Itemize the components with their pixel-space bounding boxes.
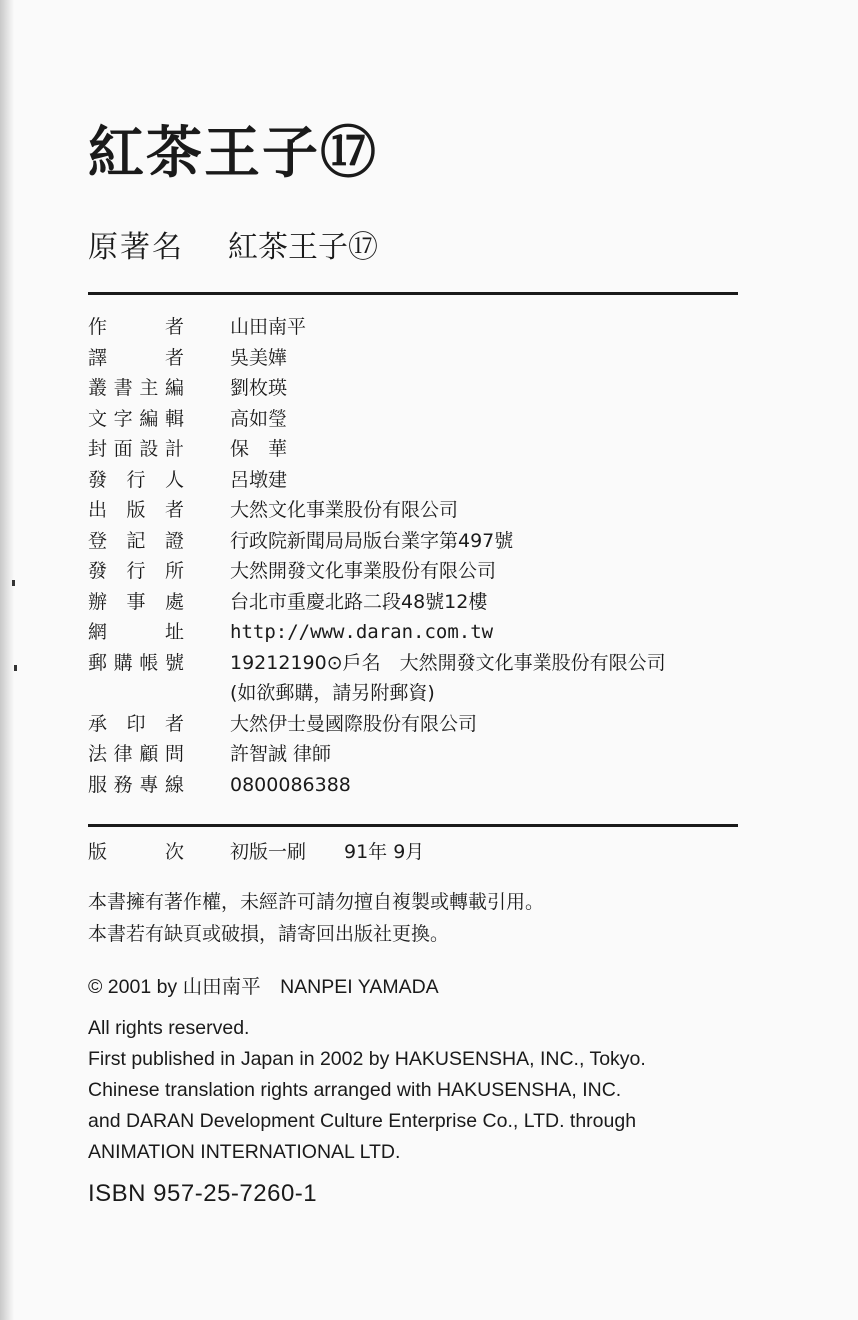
credit-label: 叢 書 主 編 xyxy=(88,377,184,399)
credit-value: 0800086388 xyxy=(230,773,351,796)
credit-label: 服 務 專 線 xyxy=(88,773,184,796)
original-title-value: 紅茶王子⑰ xyxy=(228,230,378,265)
english-line: First published in Japan in 2002 by HAKUSENSHA, INC., Tokyo. xyxy=(88,1048,646,1070)
credit-row xyxy=(88,587,758,618)
credit-label: 文 字 編 輯 xyxy=(88,407,184,430)
credit-value: 大然開發文化事業股份有限公司 xyxy=(230,560,497,582)
english-line: Chinese translation rights arranged with HAKUSENSHA, INC. xyxy=(88,1079,622,1101)
page-edge-shadow xyxy=(0,0,14,1320)
credit-row xyxy=(88,495,758,526)
credit-value: http://www.daran.com.tw xyxy=(230,621,494,643)
credit-row xyxy=(88,770,758,801)
scan-speck xyxy=(14,665,17,671)
credit-value: 大然文化事業股份有限公司 xyxy=(230,499,459,521)
credit-label: 出 版 者 xyxy=(88,499,184,521)
credits-list xyxy=(88,312,758,800)
credit-value: (如欲郵購，請另附郵資) xyxy=(230,682,435,704)
credit-row xyxy=(88,343,758,374)
credit-value: 吳美嬅 xyxy=(230,346,288,369)
credit-label: 網 址 xyxy=(88,621,184,643)
credit-label: 法 律 顧 問 xyxy=(88,743,184,765)
credit-value: 大然伊士曼國際股份有限公司 xyxy=(230,712,478,735)
credit-value: 19212190⊙戶名 大然開發文化事業股份有限公司 xyxy=(230,651,666,674)
scan-speck xyxy=(12,580,15,586)
credit-row xyxy=(88,709,758,740)
credit-label: 譯 者 xyxy=(88,346,184,369)
credit-label: 登 記 證 xyxy=(88,529,184,552)
credit-value: 許智誠 律師 xyxy=(230,743,332,765)
credit-value: 呂墩建 xyxy=(230,468,288,491)
credit-row xyxy=(88,465,758,496)
credit-label: 郵 購 帳 號 xyxy=(88,651,184,674)
credit-label: 發 行 所 xyxy=(88,560,184,582)
credit-label: 封 面 設 計 xyxy=(88,438,184,460)
english-line: ANIMATION INTERNATIONAL LTD. xyxy=(88,1141,401,1163)
credit-label: 承 印 者 xyxy=(88,712,184,735)
copyright-line: © 2001 by 山田南平 NANPEI YAMADA xyxy=(88,976,439,998)
middle-divider xyxy=(88,824,738,827)
top-divider xyxy=(88,292,738,295)
book-title: 紅茶王子⑰ xyxy=(88,121,378,186)
credit-value: 高如瑩 xyxy=(230,407,288,430)
credit-row xyxy=(88,739,758,770)
credit-row xyxy=(88,678,758,709)
credit-label: 作 者 xyxy=(88,316,184,338)
credit-label: 辦 事 處 xyxy=(88,590,184,613)
isbn: ISBN 957-25-7260-1 xyxy=(88,1180,318,1207)
credit-value: 行政院新聞局局版台業字第497號 xyxy=(230,529,514,552)
rights-notices xyxy=(88,886,544,950)
english-line: and DARAN Development Culture Enterprise Co., LTD. through xyxy=(88,1110,637,1132)
credit-value: 保 華 xyxy=(230,438,288,460)
credit-row xyxy=(88,556,758,587)
credit-row xyxy=(88,526,758,557)
credit-value: 山田南平 xyxy=(230,316,307,338)
edition-label: 版 次 xyxy=(88,841,184,863)
credit-row xyxy=(88,312,758,343)
credit-label: 發 行 人 xyxy=(88,468,184,491)
notice-line: 本書若有缺頁或破損，請寄回出版社更換。 xyxy=(88,923,450,945)
credit-row xyxy=(88,434,758,465)
original-title xyxy=(88,228,378,268)
english-line: All rights reserved. xyxy=(88,1017,250,1039)
notice-line: 本書擁有著作權，未經許可請勿擅自複製或轉載引用。 xyxy=(88,891,545,913)
edition-value: 初版一刷 91年 9月 xyxy=(230,841,425,863)
original-title-label: 原著名 xyxy=(88,230,184,265)
credit-value: 劉枚瑛 xyxy=(230,377,288,399)
credit-row xyxy=(88,617,758,648)
english-credits xyxy=(88,972,646,1214)
credit-row xyxy=(88,648,758,679)
credit-value: 台北市重慶北路二段48號12樓 xyxy=(230,590,488,613)
credit-row xyxy=(88,404,758,435)
credit-row xyxy=(88,373,758,404)
